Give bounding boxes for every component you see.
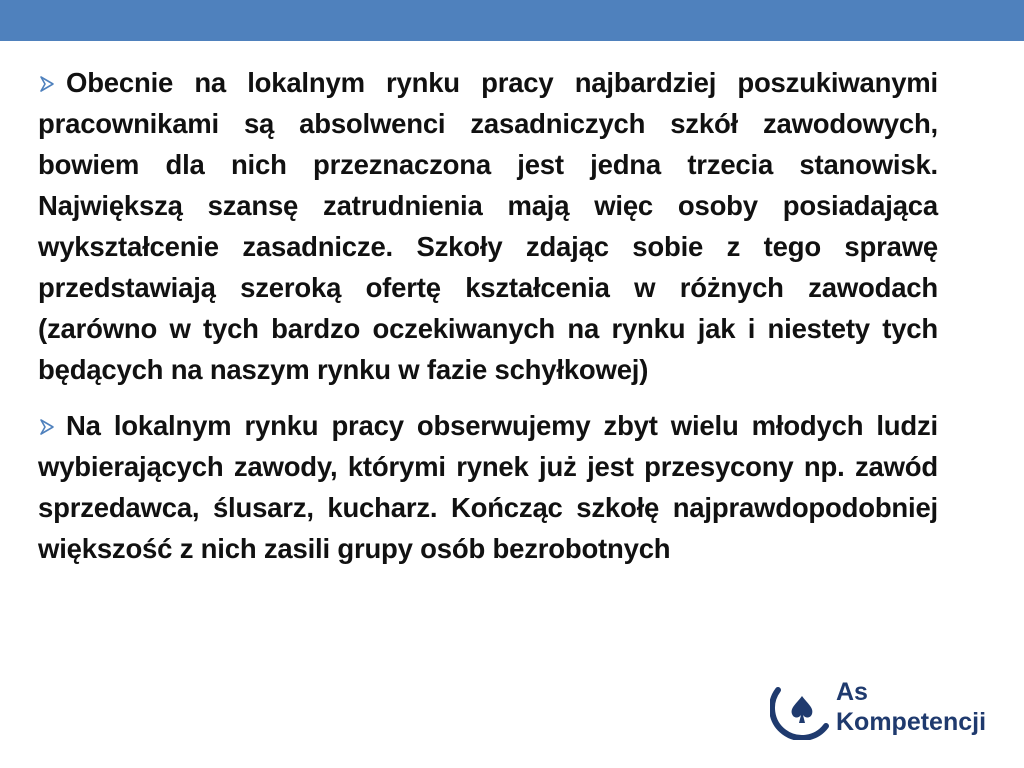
- bullet-text-2: Na lokalnym rynku pracy obserwujemy zbyt wielu młodych ludzi wybierających zawody, którymi rynek już jest przesycony np. zawód sprzedawca, ślusarz, kucharz. Kończąc szkołę najprawdopodobniej większość z nich zasili grupy osób bezrobotnych: [38, 410, 938, 564]
- as-kompetencji-logo: [770, 676, 1000, 746]
- spade-arc-logo-icon: [770, 676, 834, 740]
- slide-content: [38, 62, 938, 584]
- bullet-paragraph-1: [38, 62, 938, 390]
- logo-text-as: As: [836, 678, 868, 706]
- arrow-bullet-icon: [38, 62, 66, 103]
- logo-text-kompetencji: Kompetencji: [836, 708, 987, 736]
- header-bar: [0, 0, 1024, 41]
- bullet-paragraph-2: [38, 405, 938, 569]
- arrow-bullet-icon: [38, 405, 66, 446]
- bullet-text-1: Obecnie na lokalnym rynku pracy najbardziej poszukiwanymi pracownikami są absolwenci zasadniczych szkół zawodowych, bowiem dla nich przeznaczona jest jedna trzecia stanowisk. Największą szansę zatrudnienia mają więc osoby posiadająca wykształcenie zasadnicze. Szkoły zdając sobie z tego sprawę przedstawiają szeroką ofertę kształcenia w różnych zawodach (zarówno w tych bardzo oczekiwanych na rynku jak i niestety tych będących na naszym rynku w fazie schyłkowej): [38, 67, 938, 385]
